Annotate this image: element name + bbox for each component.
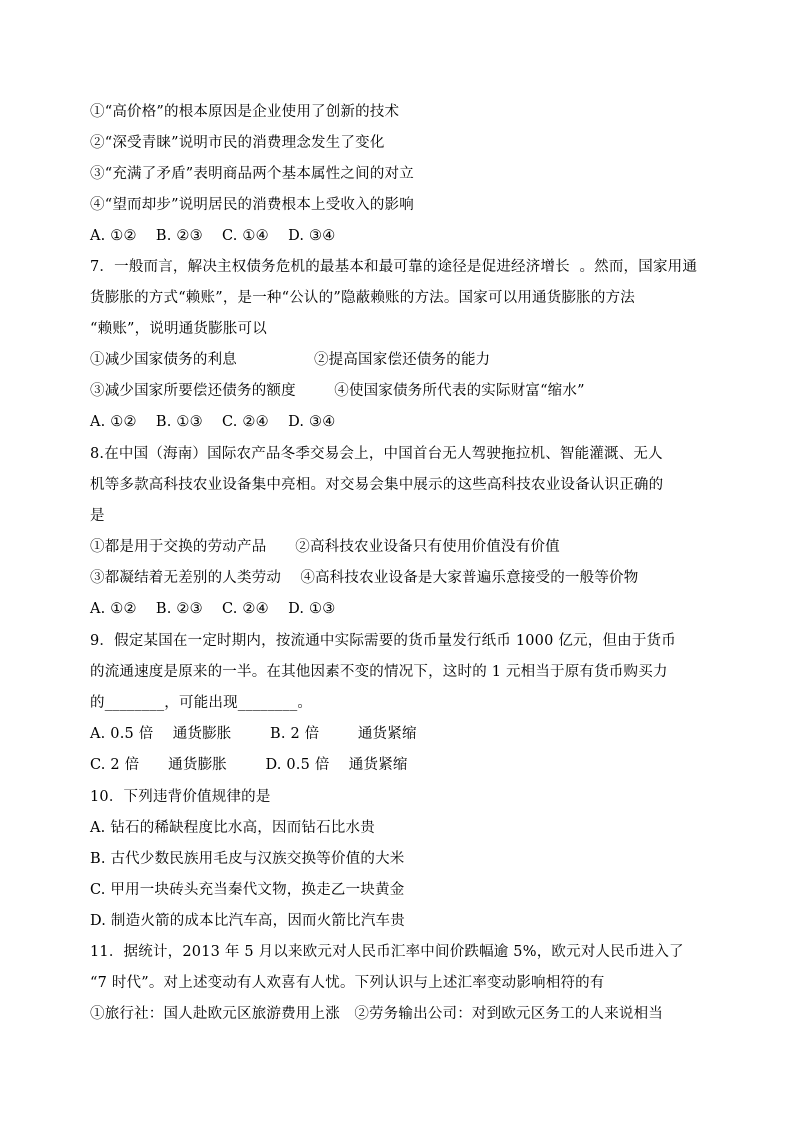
text-line: 的________，可能出现________。 xyxy=(90,695,313,711)
question-9-stem: 9．假定某国在一定时期内，按流通中实际需要的货币量发行纸币 1000 亿元，但由于货币 xyxy=(90,633,676,649)
answer-options: A. ①② B. ②③ C. ①④ D. ③④ xyxy=(90,228,336,244)
text-line: 货膨胀的方式“赖账”，是一种“公认的”隐蔽赖账的方法。国家可以用通货膨胀的方法 xyxy=(90,290,635,306)
text-line: ④“望而却步”说明居民的消费根本上受收入的影响 xyxy=(90,197,414,213)
text-line: “赖账”，说明通货膨胀可以 xyxy=(90,321,267,337)
answer-option: C. 甲用一块砖头充当秦代文物，换走乙一块黄金 xyxy=(90,882,405,898)
answer-options: C. 2 倍 通货膨胀 D. 0.5 倍 通货紧缩 xyxy=(90,757,408,773)
text-line: ①都是用于交换的劳动产品 ②高科技农业设备只有使用价值没有价值 xyxy=(90,539,560,555)
answer-option: B. 古代少数民族用毛皮与汉族交换等价值的大米 xyxy=(90,851,405,867)
text-line: 的流通速度是原来的一半。在其他因素不变的情况下，这时的 1 元相当于原有货币购买力 xyxy=(90,664,668,680)
question-11-stem: 11．据统计，2013 年 5 月以来欧元对人民币汇率中间价跌幅逾 5%，欧元对人民币进入了 xyxy=(90,944,684,960)
text-line: 机等多款高科技农业设备集中亮相。对交易会集中展示的这些高科技农业设备认识正确的 xyxy=(90,477,664,493)
text-line: ①旅行社：国人赴欧元区旅游费用上涨 ②劳务输出公司：对到欧元区务工的人来说相当 xyxy=(90,1006,664,1022)
answer-option: D. 制造火箭的成本比汽车高，因而火箭比汽车贵 xyxy=(90,913,405,929)
text-line: ①“高价格”的根本原因是企业使用了创新的技术 xyxy=(90,104,400,120)
answer-options: A. ①② B. ②③ C. ②④ D. ①③ xyxy=(90,601,336,617)
question-7-stem: 7．一般而言，解决主权债务危机的最基本和最可靠的途径是促进经济增长 。然而，国家用通 xyxy=(90,259,698,275)
text-line: “7 时代”。对上述变动有人欢喜有人忧。下列认识与上述汇率变动影响相符的有 xyxy=(90,975,605,991)
answer-options: A. ①② B. ①③ C. ②④ D. ③④ xyxy=(90,414,336,430)
text-line: ③减少国家所要偿还债务的额度 ④使国家债务所代表的实际财富“缩水” xyxy=(90,383,585,399)
text-line: ②“深受青睐”说明市民的消费理念发生了变化 xyxy=(90,135,385,151)
question-10-stem: 10．下列违背价值规律的是 xyxy=(90,789,271,805)
question-8-stem: 8.在中国（海南）国际农产品冬季交易会上，中国首台无人驾驶拖拉机、智能灌溉、无人 xyxy=(90,446,663,462)
answer-options: A. 0.5 倍 通货膨胀 B. 2 倍 通货紧缩 xyxy=(90,726,417,742)
text-line: ③“充满了矛盾”表明商品两个基本属性之间的对立 xyxy=(90,166,414,182)
text-line: ③都凝结着无差别的人类劳动 ④高科技农业设备是大家普遍乐意接受的一般等价物 xyxy=(90,570,639,586)
text-line: 是 xyxy=(90,508,105,524)
answer-option: A. 钻石的稀缺程度比水高，因而钻石比水贵 xyxy=(90,820,375,836)
text-line: ①减少国家债务的利息 ②提高国家偿还债务的能力 xyxy=(90,352,491,368)
